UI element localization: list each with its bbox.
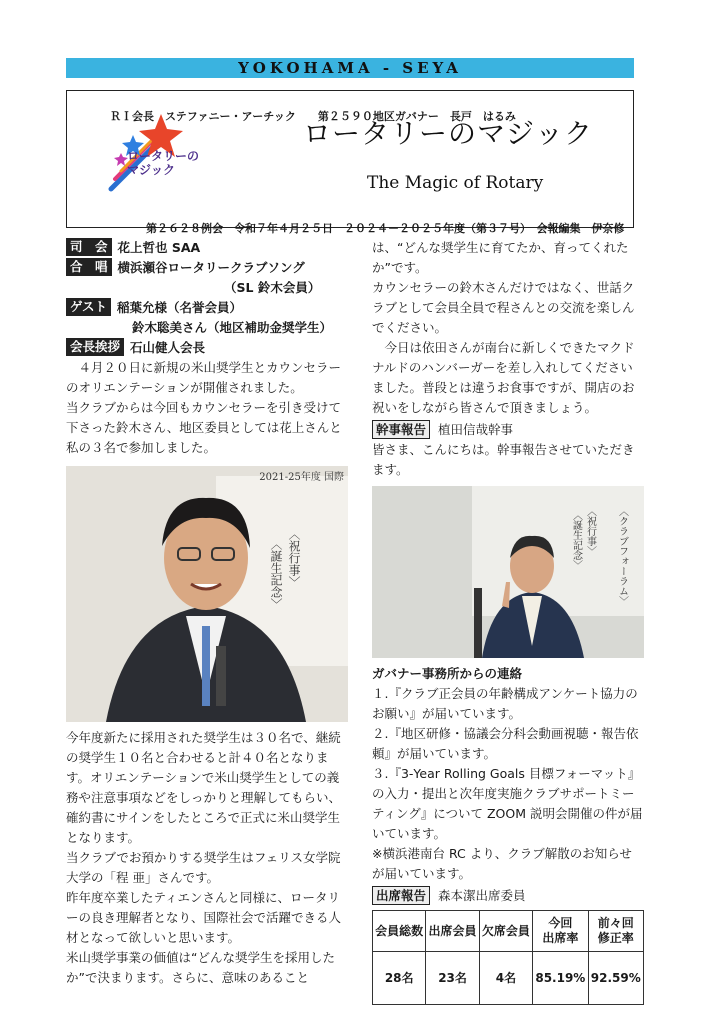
header-absent: 欠席会員 [479,911,532,952]
paragraph-6: 米山奨学事業の価値は“どんな奨学生を採用したか”で決まります。さらに、意味のあること [66,950,335,985]
secretary-photo-image [372,486,644,658]
photo2-caption-forum: 〈クラブフォーラム〉 [616,506,628,606]
header-attendance-rate: 今回 出席率 [533,911,588,952]
paragraph-4: 当クラブでお預かりする奨学生はフェリス女学院大学の「程 亜」さんです。 [66,850,341,885]
right-paragraph-1: は、“どんな奨学生に育てたか、育ってくれたか”です。 [372,240,629,275]
emcee-row [66,238,348,258]
attendance-table [372,910,644,1005]
greeting-label: 会長挨拶 [66,338,124,356]
guest-1: 稲葉允様（名誉会員） [117,300,243,315]
officers-line: ＲＩ会長 ステファニー・アーチック 第２５９０地区ガバナー 長戸 はるみ [110,110,516,123]
secretary-row [372,420,644,440]
president-photo-image [66,466,348,722]
value-total-members: 28名 [373,952,426,1005]
greeting-speaker: 石山健人会長 [130,340,206,355]
chorus-label: 合 唱 [66,258,112,276]
emcee-label: 司 会 [66,238,112,256]
banner-yokohama-seya: YOKOHAMA - SEYA [66,58,634,78]
header-present: 出席会員 [426,911,479,952]
chorus-value: 横浜瀬谷ロータリークラブソング [117,260,305,275]
paragraph-5: 昨年度卒業したティエンさんと同様に、ロータリーの良き理解者となり、国際社会で活躍できる人材となって欲しいと思います。 [66,890,342,945]
attendance-row [372,886,644,906]
paragraph-3: 今年度新たに採用された奨学生は３０名で、継続の奨学生１０名と合わせると計４０名となります。オリエンテーションで米山奨学生としての義務や注意事項などをしっかりと理解してもらい、確約書にサインをしたところで正式に米山奨学生となります。 [66,730,342,845]
attendance-label: 出席報告 [372,886,430,905]
guest-label: ゲスト [66,298,111,316]
paragraph-1: ４月２０日に新規の米山奨学生とカウンセラーのオリエンテーションが開催されました。 [66,360,342,395]
secretary-name: 植田信哉幹事 [438,422,514,437]
meeting-info: 第２６２８例会 令和７年４月２５日 ２０２４－２０２５年度（第３７号） 会報編集 伊奈修 [146,222,625,235]
newsletter-title: ロータリーのマジック [303,117,594,150]
attendance-officer: 森本潔出席委員 [438,888,526,903]
photo-caption-year: 2021-25年度 国際 [259,472,344,483]
chorus-row [66,258,348,278]
attendance-value-row [373,952,644,1005]
photo2-caption-birthday: 〈誕生記念〉 [570,510,582,570]
emcee-value: 花上哲也 SAA [117,240,201,255]
guest-row [66,298,348,318]
logo-text: ロータリーの マジック [127,149,200,177]
photo-caption-birthday: 〈誕生記念〉 [269,538,283,610]
governor-item-3: ３.『3-Year Rolling Goals 目標フォーマット』の入力・提出と次年度実施クラブサポートミーティング』について ZOOM 説明会開催の件が届いています。 [372,766,643,841]
photo-caption-event: 〈祝行事〉 [287,528,301,588]
value-corrected-rate: 92.59% [588,952,643,1005]
right-paragraph-3: 今日は依田さんが南台に新しくできたマクドナルドのハンバーガーを差し入れしてくださいました。普段とは違うお食事ですが、開店のお祝いをしながら皆さんで頂きましょう。 [372,340,635,415]
photo2-caption-event: 〈祝行事〉 [584,506,596,556]
right-column [372,238,644,1005]
header-corrected-rate: 前々回 修正率 [588,911,643,952]
chorus-leader: （SL 鈴木会員） [224,280,321,295]
secretary-photo [372,486,644,658]
value-attendance-rate: 85.19% [533,952,588,1005]
governor-item-4: ※横浜港南台 RC より、クラブ解散のお知らせが届いています。 [372,846,632,881]
newsletter-subtitle: The Magic of Rotary [367,173,544,193]
value-present: 23名 [426,952,479,1005]
greeting-row [66,338,348,358]
president-photo [66,466,348,722]
value-absent: 4名 [479,952,532,1005]
right-paragraph-2: カウンセラーの鈴木さんだけではなく、世話クラブとして会員全員で程さんとの交流を楽しんでください。 [372,280,635,335]
governor-item-2: ２.『地区研修・協議会分科会動画視聴・報告依頼』が届いています。 [372,726,639,761]
paragraph-2: 当クラブからは今回もカウンセラーを引き受けて下さった鈴木さん、地区委員としては花上さんと私の３名で参加しました。 [66,400,342,455]
right-paragraph-4: 皆さま、こんにちは。幹事報告させていただきます。 [372,442,635,477]
header-total-members: 会員総数 [373,911,426,952]
attendance-header-row [373,911,644,952]
left-column [66,238,348,988]
guest-2: 鈴木聡美さん（地区補助金奨学生） [132,320,333,335]
secretary-label: 幹事報告 [372,420,430,439]
governor-office-heading: ガバナー事務所からの連絡 [372,666,523,681]
governor-item-1: １.『クラブ正会員の年齢構成アンケート協力のお願い』が届いています。 [372,686,638,721]
